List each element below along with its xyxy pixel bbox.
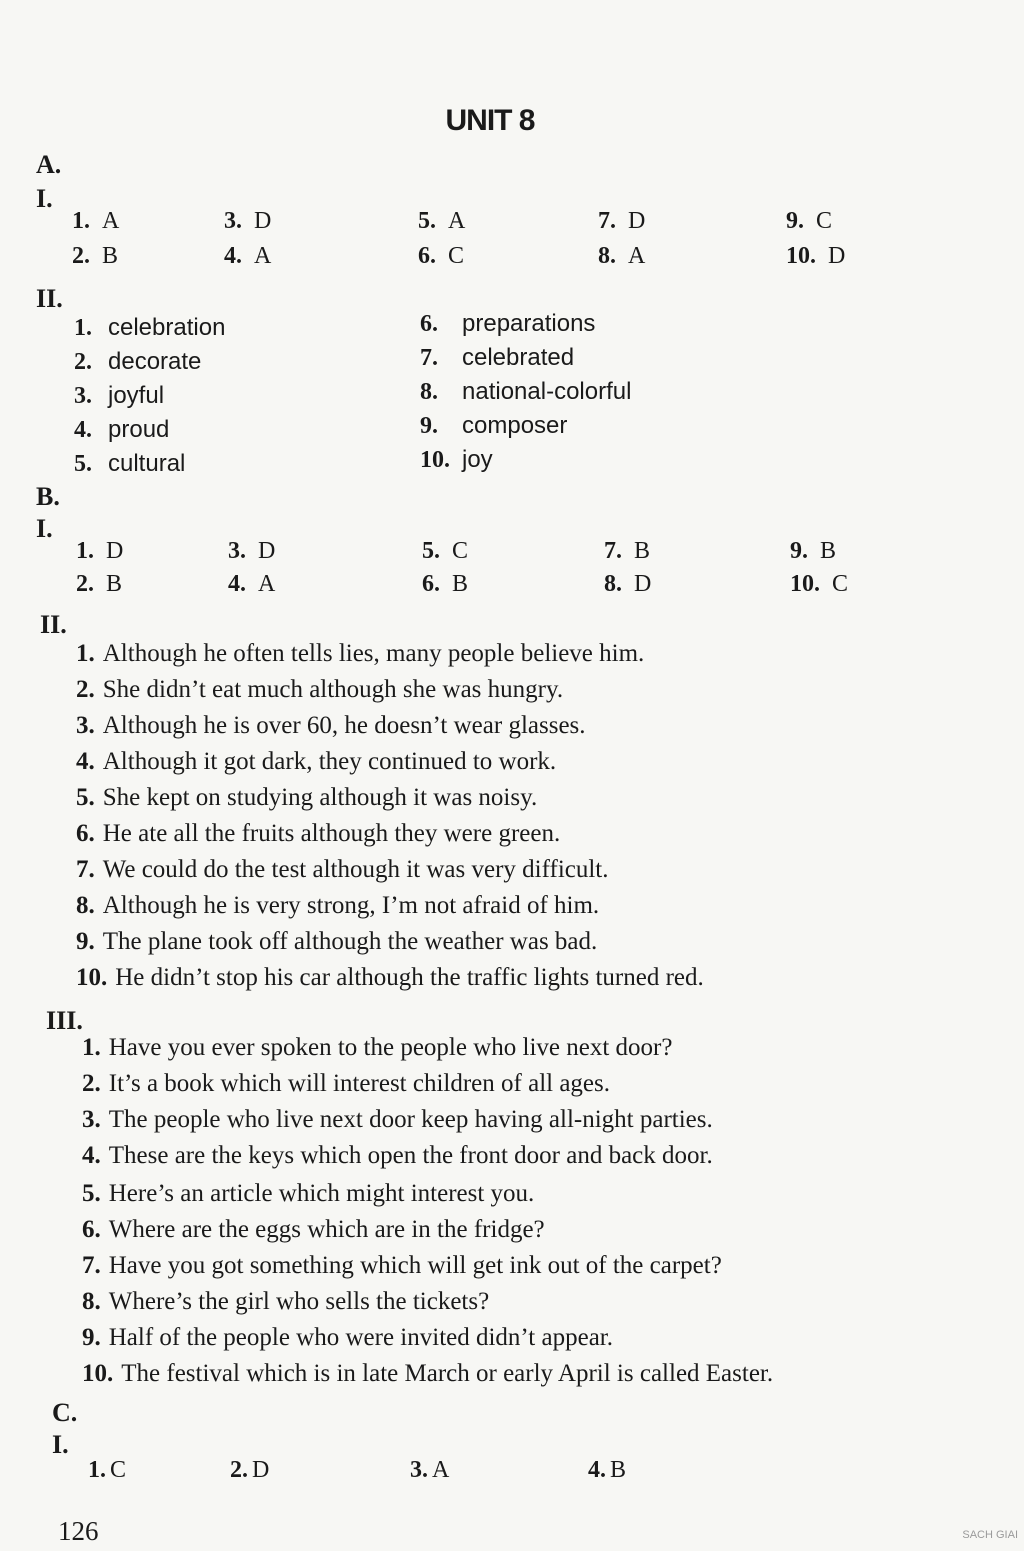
answer-item: 3. D [224,208,272,234]
answer-item: 4. B [588,1457,627,1483]
sentence-item: 2. She didn’t eat much although she was hungry. [76,676,564,703]
answer-item: 4. A [228,571,276,597]
answer-item: 6. C [418,243,465,269]
answer-row [0,208,1024,240]
sentence-item: 9. Half of the people who were invited didn’t appear. [82,1324,613,1351]
sentence-item: 1. Have you ever spoken to the people who live next door? [82,1034,673,1061]
answer-item: 3. D [228,538,276,564]
answer-item: 8. D [604,571,652,597]
word-item: 6. preparations [420,310,596,337]
sentence-item: 2. It’s a book which will interest children of all ages. [82,1070,611,1097]
section-b-ii-label: II. [40,610,67,639]
answer-item: 7. B [604,538,651,564]
word-item: 4. proud [74,416,170,443]
page-number: 126 [58,1516,99,1546]
section-b-label: B. [36,482,60,511]
section-c-label: C. [52,1398,78,1427]
sentence-item: 10. He didn’t stop his car although the traffic lights turned red. [76,964,704,991]
page-title: UNIT 8 [445,104,535,137]
answer-item: 1. D [76,538,124,564]
sentence-item: 3. Although he is over 60, he doesn’t wear glasses. [76,712,586,739]
section-a-i-label: I. [36,184,53,213]
answer-item: 6. B [422,571,469,597]
answer-item: 8. A [598,243,646,269]
word-item: 9. composer [420,412,568,439]
section-c-i-label: I. [52,1430,69,1459]
word-item: 5. cultural [74,450,186,477]
word-item: 7. celebrated [420,344,575,371]
section-b-i-label: I. [36,514,53,543]
word-item: 3. joyful [74,382,165,409]
sentence-item: 4. These are the keys which open the front door and back door. [82,1142,713,1169]
answer-item: 7. D [598,208,646,234]
sentence-item: 1. Although he often tells lies, many people believe him. [76,640,645,667]
sentence-item: 10. The festival which is in late March or early April is called Easter. [82,1360,774,1387]
answer-item: 3. A [410,1457,450,1483]
sentence-item: 4. Although it got dark, they continued to work. [76,748,557,775]
sentence-item: 8. Although he is very strong, I’m not afraid of him. [76,892,600,919]
answer-item: 4. A [224,243,272,269]
answer-row [0,1457,1024,1489]
sentence-item: 6. Where are the eggs which are in the fridge? [82,1216,545,1243]
word-item: 8. national-colorful [420,378,632,405]
answer-item: 5. C [422,538,469,564]
answer-row [0,571,1024,603]
word-list-left [74,314,225,484]
word-item: 2. decorate [74,348,202,375]
answer-item: 2. D [230,1457,270,1483]
sentence-item: 8. Where’s the girl who sells the tickets? [82,1288,490,1315]
word-item: 1. celebration [74,314,226,341]
sentence-item: 7. We could do the test although it was very difficult. [76,856,609,883]
answer-item: 1. A [72,208,120,234]
watermark-logo: SACH GIAI [962,1529,1018,1541]
answer-item: 1. C [88,1457,127,1483]
sentence-item: 3. The people who live next door keep having all-night parties. [82,1106,713,1133]
sentence-item: 6. He ate all the fruits although they were green. [76,820,561,847]
word-item: 10. joy [420,446,493,473]
word-list-right [420,310,631,480]
answer-item: 2. B [72,243,119,269]
answer-item: 5. A [418,208,466,234]
answer-item: 9. C [786,208,833,234]
answer-item: 2. B [76,571,123,597]
sentence-item: 5. Here’s an article which might interest you. [82,1180,535,1207]
section-a-label: A. [36,150,62,179]
answer-item: 9. B [790,538,837,564]
answer-item: 10. D [786,243,846,269]
answer-row [0,243,1024,275]
sentence-item: 9. The plane took off although the weather was bad. [76,928,598,955]
answer-item: 10. C [790,571,849,597]
sentence-item: 5. She kept on studying although it was noisy. [76,784,538,811]
section-b-iii-label: III. [46,1006,83,1035]
sentence-item: 7. Have you got something which will get ink out of the carpet? [82,1252,722,1279]
answer-row [0,538,1024,570]
section-a-ii-label: II. [36,284,63,313]
